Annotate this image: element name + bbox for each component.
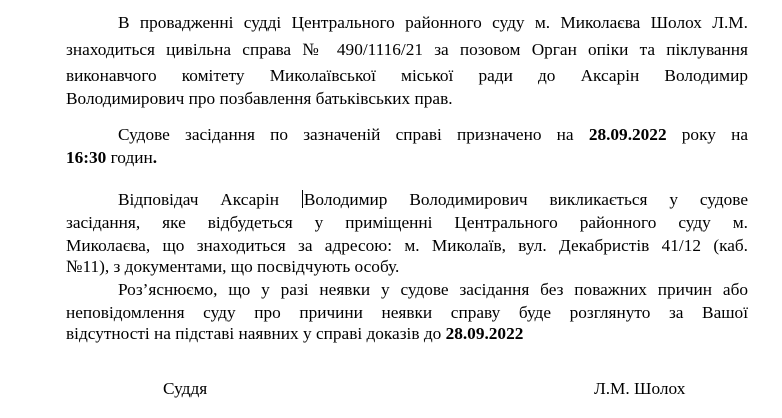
paragraph1-line1: В провадженні судді Центрального районного суду м. Миколаєва Шолох Л.М. — [118, 13, 748, 32]
hearing-date: 28.09.2022 — [588, 125, 667, 144]
paragraph3-line4: №11), з документами, що посвідчують особу. — [66, 257, 400, 276]
paragraph3-line1: Відповідач Аксарін Володимир Володимирович викликається у судове — [118, 190, 748, 209]
paragraph3-line3: Миколаєва, що знаходиться за адресою: м. Миколаїв, вул. Декабристів 41/12 (каб. — [66, 236, 748, 255]
paragraph1-line4: Володимирович про позбавлення батьківських прав. — [66, 89, 453, 108]
paragraph4-line2: неповідомлення суду про причини неявки справу буде розглянуто за Вашої — [66, 303, 748, 322]
hearing-time: 16:30 — [66, 148, 107, 167]
paragraph2-line1 — [118, 124, 748, 146]
paragraph3-line2: засідання, яке відбудеться у приміщенні Центрального районного суду м. — [66, 213, 748, 232]
paragraph1-line2: знаходиться цивільна справа № 490/1116/21 за позовом Орган опіки та піклування — [66, 40, 748, 59]
signature-role: Суддя — [163, 379, 208, 398]
deadline-date: 28.09.2022 — [445, 324, 524, 343]
paragraph2-text: Судове засідання по зазначеній справі призначено на — [118, 125, 589, 144]
paragraph2-line2 — [66, 147, 157, 169]
paragraph4-line1: Роз’яснюємо, що у разі неявки у судове засідання без поважних причин або — [118, 280, 748, 299]
paragraph2-tail: року на — [666, 125, 748, 144]
paragraph1-line3: виконавчого комітету Миколаївської міської ради до Аксарін Володимир — [66, 66, 748, 85]
text-cursor — [302, 190, 303, 208]
hearing-time-dot: . — [152, 148, 158, 167]
signature-name: Л.М. Шолох — [594, 379, 686, 398]
hearing-time-unit: годин — [106, 148, 153, 167]
paragraph4-line3: відсутності на підставі наявних у справі доказів до 28.09.2022 — [66, 324, 524, 343]
